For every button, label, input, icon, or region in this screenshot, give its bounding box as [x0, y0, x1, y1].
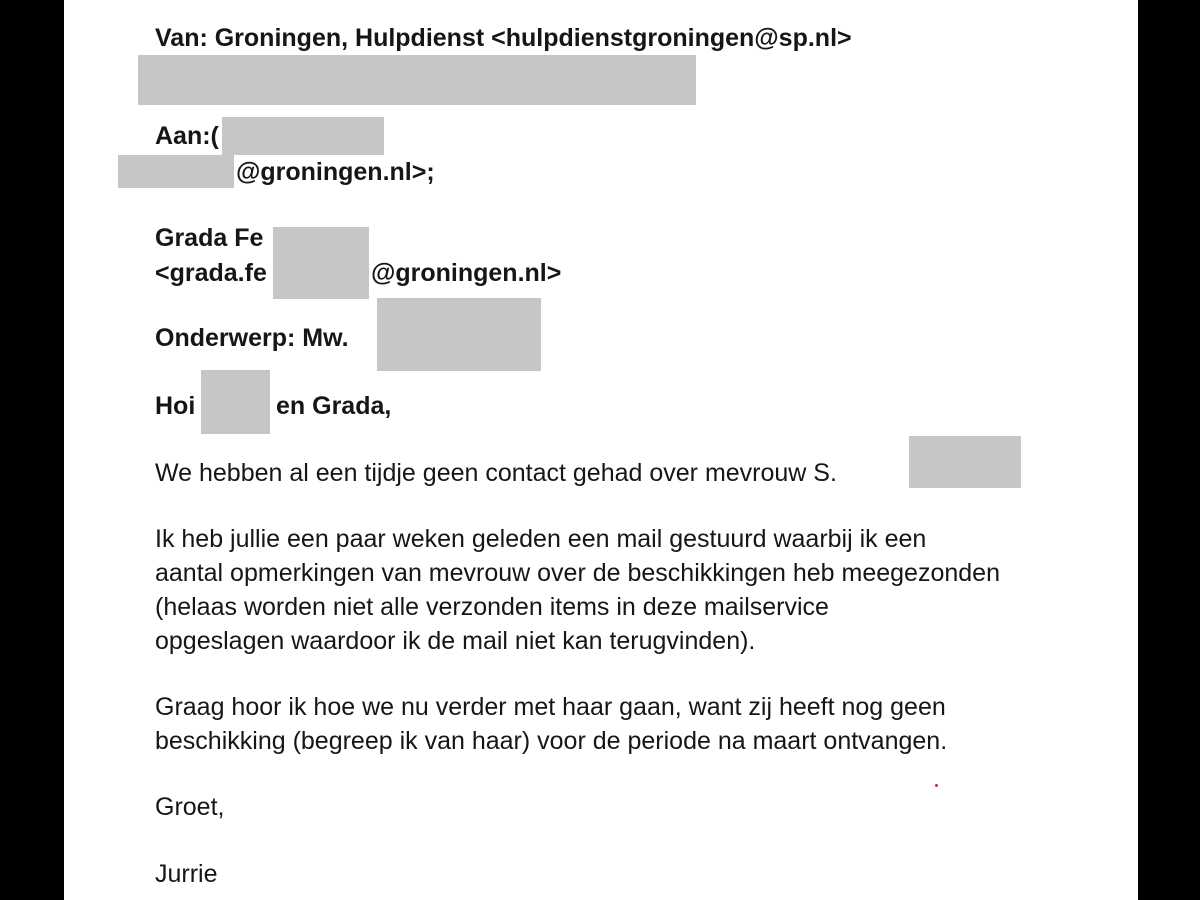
redaction-block: [377, 298, 541, 371]
paragraph-3-line-2: beschikking (begreep ik van haar) voor de periode na maart ontvangen.: [155, 727, 948, 755]
body-line-1: We hebben al een tijdje geen contact gehad over mevrouw S.: [155, 459, 837, 487]
redaction-block: [222, 117, 384, 155]
paragraph-2-line-1: Ik heb jullie een paar weken geleden een mail gestuurd waarbij ik een: [155, 525, 927, 553]
signature: Jurrie: [155, 860, 218, 888]
closing: Groet,: [155, 793, 225, 821]
subject-line: Onderwerp: Mw.: [155, 324, 349, 352]
stray-mark: [935, 784, 938, 787]
to-label: Aan:(: [155, 122, 219, 150]
paragraph-2-line-4: opgeslagen waardoor ik de mail niet kan terugvinden).: [155, 627, 756, 655]
paragraph-3-line-1: Graag hoor ik hoe we nu verder met haar gaan, want zij heeft nog geen: [155, 693, 946, 721]
paragraph-2-line-3: (helaas worden niet alle verzonden items in deze mailservice: [155, 593, 829, 621]
redaction-block: [273, 227, 369, 299]
greeting-start: Hoi: [155, 392, 196, 420]
from-line: Van: Groningen, Hulpdienst <hulpdienstgroningen@sp.nl>: [155, 24, 852, 52]
redaction-block: [201, 370, 270, 434]
cc-email-prefix: <grada.fe: [155, 259, 267, 287]
redaction-block: [138, 55, 696, 105]
to-email: @groningen.nl>;: [236, 158, 435, 186]
paragraph-2-line-2: aantal opmerkingen van mevrouw over de beschikkingen heb meegezonden: [155, 559, 1000, 587]
redaction-block: [118, 155, 234, 188]
cc-name: Grada Fe: [155, 224, 264, 252]
greeting-end: en Grada,: [276, 392, 392, 420]
cc-email-domain: @groningen.nl>: [371, 259, 562, 287]
redaction-block: [909, 436, 1021, 488]
